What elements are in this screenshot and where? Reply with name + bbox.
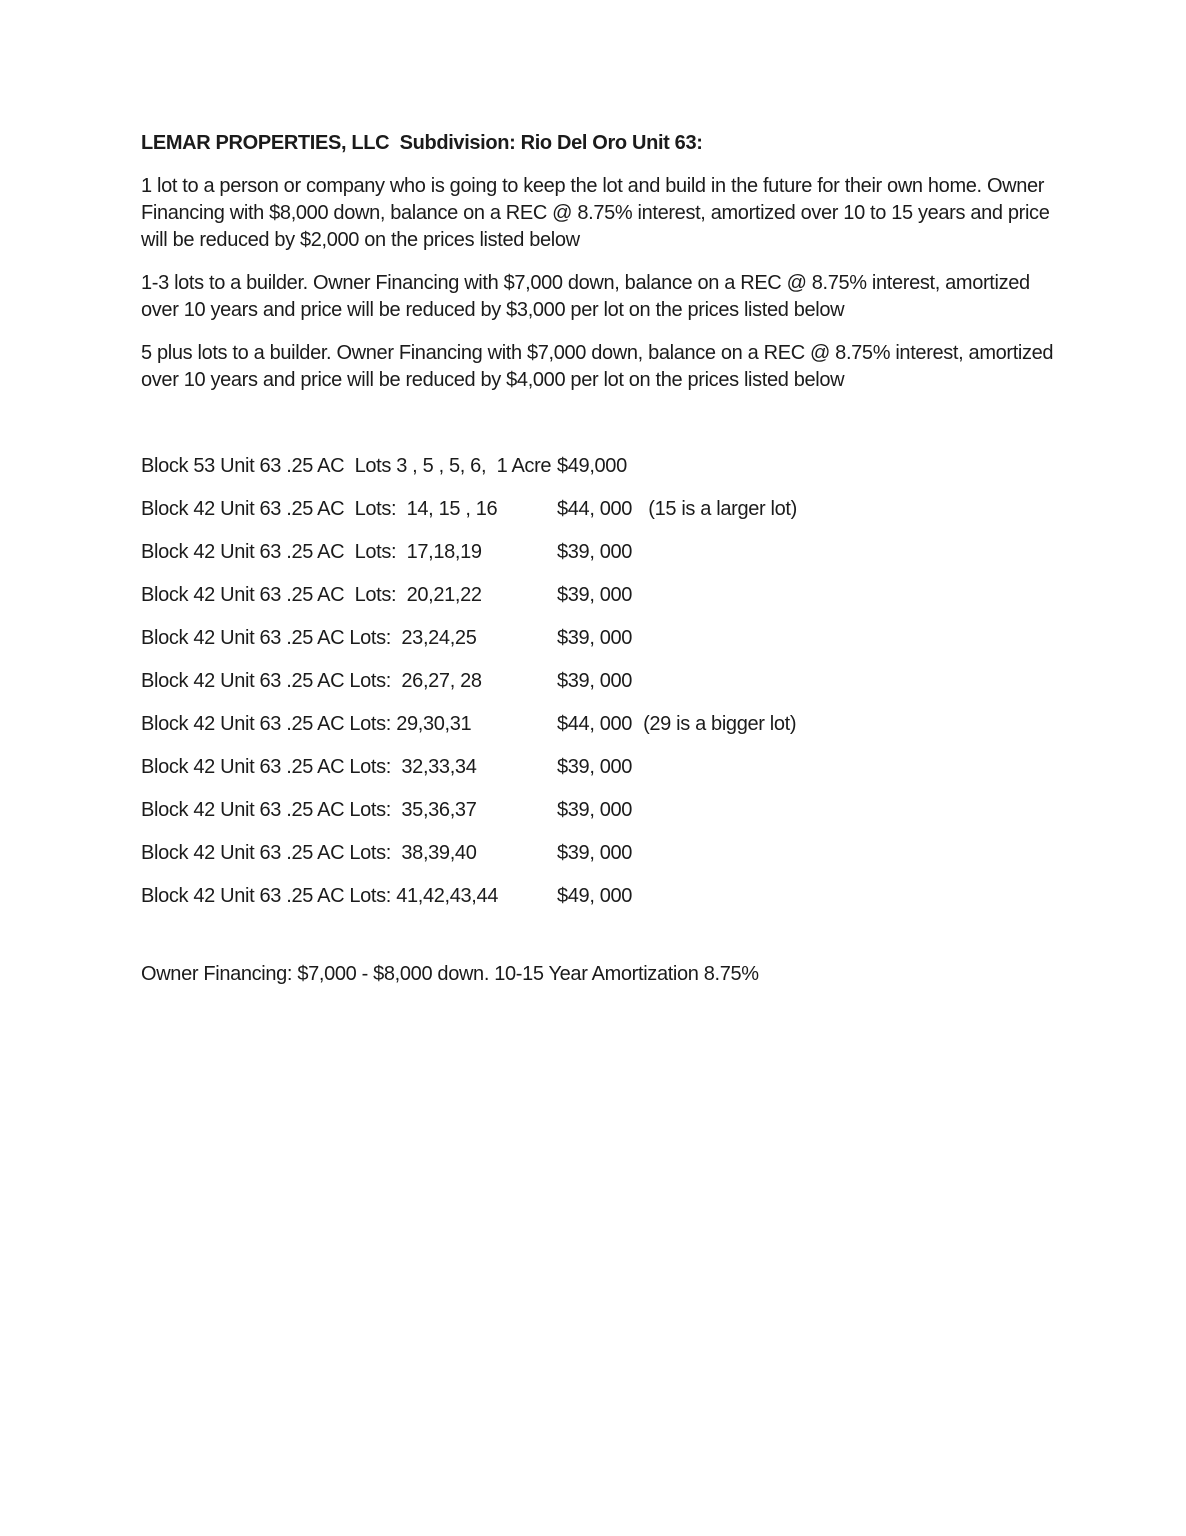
listing-row	[141, 883, 1061, 910]
listing-label: Block 42 Unit 63 .25 AC Lots: 20,21,22	[141, 584, 482, 606]
listing-price: $44, 000	[557, 713, 633, 735]
intro-paragraph-single-lot: 1 lot to a person or company who is going to keep the lot and build in the future for their own home. Owner Financing with $8,000 down, balance on a REC @ 8.75% interest, amortized over 10 to 15 years and price will be reduced by $2,000 on the prices listed below	[141, 175, 1055, 251]
blank-line	[141, 926, 1061, 961]
listing-row	[141, 453, 1061, 480]
listing-note: (15 is a larger lot)	[643, 498, 797, 520]
listing-row	[141, 625, 1061, 652]
listing-row	[141, 582, 1061, 609]
listing-label: Block 42 Unit 63 .25 AC Lots: 35,36,37	[141, 799, 477, 821]
listing-label: Block 42 Unit 63 .25 AC Lots: 26,27, 28	[141, 670, 482, 692]
listings-table	[141, 453, 1061, 910]
listing-price: $39, 000	[557, 842, 633, 864]
document-title: LEMAR PROPERTIES, LLC Subdivision: Rio Del Oro Unit 63:	[141, 132, 703, 154]
listing-row	[141, 840, 1061, 867]
listing-label: Block 42 Unit 63 .25 AC Lots: 29,30,31	[141, 713, 472, 735]
intro-paragraph-1-3-lots: 1-3 lots to a builder. Owner Financing with $7,000 down, balance on a REC @ 8.75% interest, amortized over 10 years and price will be reduced by $3,000 per lot on the prices listed below	[141, 272, 1036, 321]
listing-label: Block 42 Unit 63 .25 AC Lots: 38,39,40	[141, 842, 477, 864]
listing-price: $39, 000	[557, 584, 633, 606]
listing-price: $39, 000	[557, 670, 633, 692]
listing-row	[141, 539, 1061, 566]
listing-row	[141, 754, 1061, 781]
intro-paragraph-5-plus-lots: 5 plus lots to a builder. Owner Financing with $7,000 down, balance on a REC @ 8.75% interest, amortized over 10 years and price will be reduced by $4,000 per lot on the prices listed below	[141, 342, 1059, 391]
listing-label: Block 42 Unit 63 .25 AC Lots: 23,24,25	[141, 627, 477, 649]
listing-row	[141, 711, 1061, 738]
listing-label: Block 42 Unit 63 .25 AC Lots: 41,42,43,44	[141, 885, 499, 907]
listing-price: $39, 000	[557, 799, 633, 821]
listing-price: $49, 000	[557, 885, 633, 907]
listing-label: Block 42 Unit 63 .25 AC Lots: 14, 15 , 16	[141, 498, 498, 520]
owner-financing-summary: Owner Financing: $7,000 - $8,000 down. 10-15 Year Amortization 8.75%	[141, 963, 759, 985]
listing-note: (29 is a bigger lot)	[643, 713, 797, 735]
listing-label: Block 42 Unit 63 .25 AC Lots: 32,33,34	[141, 756, 477, 778]
blank-line	[141, 410, 1061, 453]
listing-label: Block 53 Unit 63 .25 AC Lots 3 , 5 , 5, 6, 1 Acre	[141, 455, 552, 477]
listing-price: $39, 000	[557, 627, 633, 649]
listing-price: $39, 000	[557, 756, 633, 778]
listing-price: $39, 000	[557, 541, 633, 563]
listing-row	[141, 496, 1061, 523]
listing-price: $49,000	[557, 455, 627, 477]
listing-price: $44, 000	[557, 498, 633, 520]
listing-row	[141, 668, 1061, 695]
listing-label: Block 42 Unit 63 .25 AC Lots: 17,18,19	[141, 541, 482, 563]
listing-row	[141, 797, 1061, 824]
